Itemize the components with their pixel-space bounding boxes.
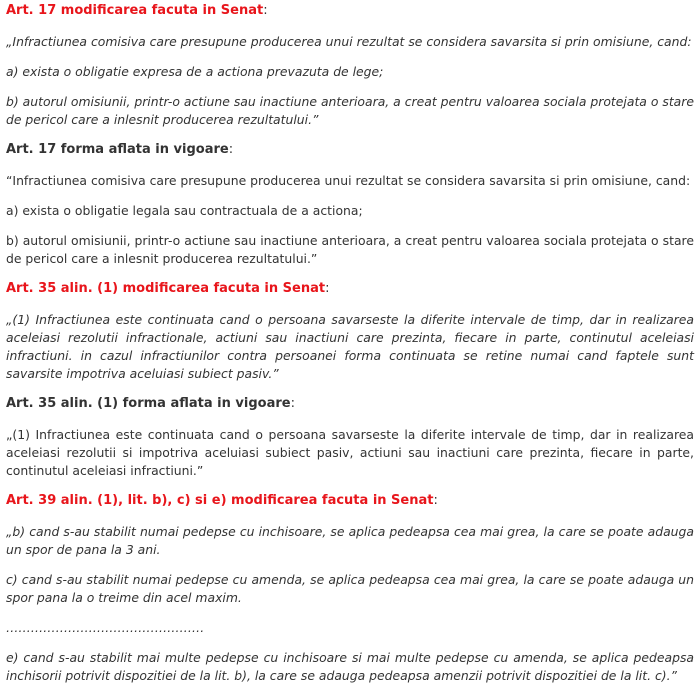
paragraph: c) cand s-au stabilit numai pedepse cu amenda, se aplica pedeapsa cea mai grea, la care se poate adauga un spor pana la o treime din acel maxim. xyxy=(6,572,694,605)
section-heading: Art. 35 alin. (1) modificarea facuta in Senat: xyxy=(6,281,330,296)
ellipsis-separator: ………………………………………… xyxy=(6,620,205,635)
section-heading: Art. 17 forma aflata in vigoare: xyxy=(6,142,234,157)
section-heading: Art. 39 alin. (1), lit. b), c) si e) modificarea facuta in Senat: xyxy=(6,493,438,508)
paragraph: b) autorul omisiunii, printr-o actiune sau inactiune anterioara, a creat pentru valoarea sociala protejata o stare de pericol care a inlesnit producerea rezultatului.” xyxy=(6,233,694,266)
section-art17-senat xyxy=(6,2,694,129)
heading-text: Art. 17 modificarea facuta in Senat xyxy=(6,3,264,18)
section-art35-senat xyxy=(6,280,694,383)
paragraph: b) autorul omisiunii, printr-o actiune sau inactiune anterioara, a creat pentru valoarea sociala protejata o stare de pericol care a inlesnit producerea rezultatului.” xyxy=(6,94,694,127)
paragraph: „Infractiunea comisiva care presupune producerea unui rezultat se considera savarsita si prin omisiune, cand: xyxy=(6,34,692,49)
paragraph: „(1) Infractiunea este continuata cand o persoana savarseste la diferite intervale de timp, dar in realizarea aceleiasi rezolutii infractionale, actiuni sau inactiuni care prezinta, fiecare in parte, continutul aceleiasi infractiuni. in cazul infractiunilor contra persoanei forma continuata se retine numai cand faptele sunt savarsite impotriva aceluiasi subiect pasiv.” xyxy=(6,312,694,381)
paragraph: „b) cand s-au stabilit numai pedepse cu inchisoare, se aplica pedeapsa cea mai grea, la care se poate adauga un spor de pana la 3 ani. xyxy=(6,524,694,557)
paragraph: a) exista o obligatie legala sau contractuala de a actiona; xyxy=(6,203,363,218)
paragraph: e) cand s-au stabilit mai multe pedepse cu inchisoare si mai multe pedepse cu amenda, se aplica pedeapsa inchisorii potrivit dispozitiei de la lit. b), la care se adauga pedeapsa amenzii potrivit dispozitiei de la lit. c).” xyxy=(6,650,694,683)
heading-text: Art. 35 alin. (1) modificarea facuta in Senat xyxy=(6,281,326,296)
paragraph: a) exista o obligatie expresa de a actiona prevazuta de lege; xyxy=(6,64,384,79)
section-art35-vigoare xyxy=(6,395,694,480)
section-heading: Art. 17 modificarea facuta in Senat: xyxy=(6,3,268,18)
paragraph: „(1) Infractiunea este continuata cand o persoana savarseste la diferite intervale de timp, dar in realizarea aceleiasi rezolutii si impotriva aceluiasi subiect pasiv, actiuni sau inactiuni care prezinta, fiecare in parte, continutul aceleiasi infractiuni.” xyxy=(6,427,694,478)
section-art17-vigoare xyxy=(6,141,694,268)
heading-text: Art. 39 alin. (1), lit. b), c) si e) modificarea facuta in Senat xyxy=(6,493,434,508)
section-heading: Art. 35 alin. (1) forma aflata in vigoare: xyxy=(6,396,295,411)
heading-text: Art. 35 alin. (1) forma aflata in vigoare xyxy=(6,396,291,411)
heading-text: Art. 17 forma aflata in vigoare xyxy=(6,142,229,157)
section-art39-senat xyxy=(6,492,694,685)
paragraph: “Infractiunea comisiva care presupune producerea unui rezultat se considera savarsita si prin omisiune, cand: xyxy=(6,173,691,188)
